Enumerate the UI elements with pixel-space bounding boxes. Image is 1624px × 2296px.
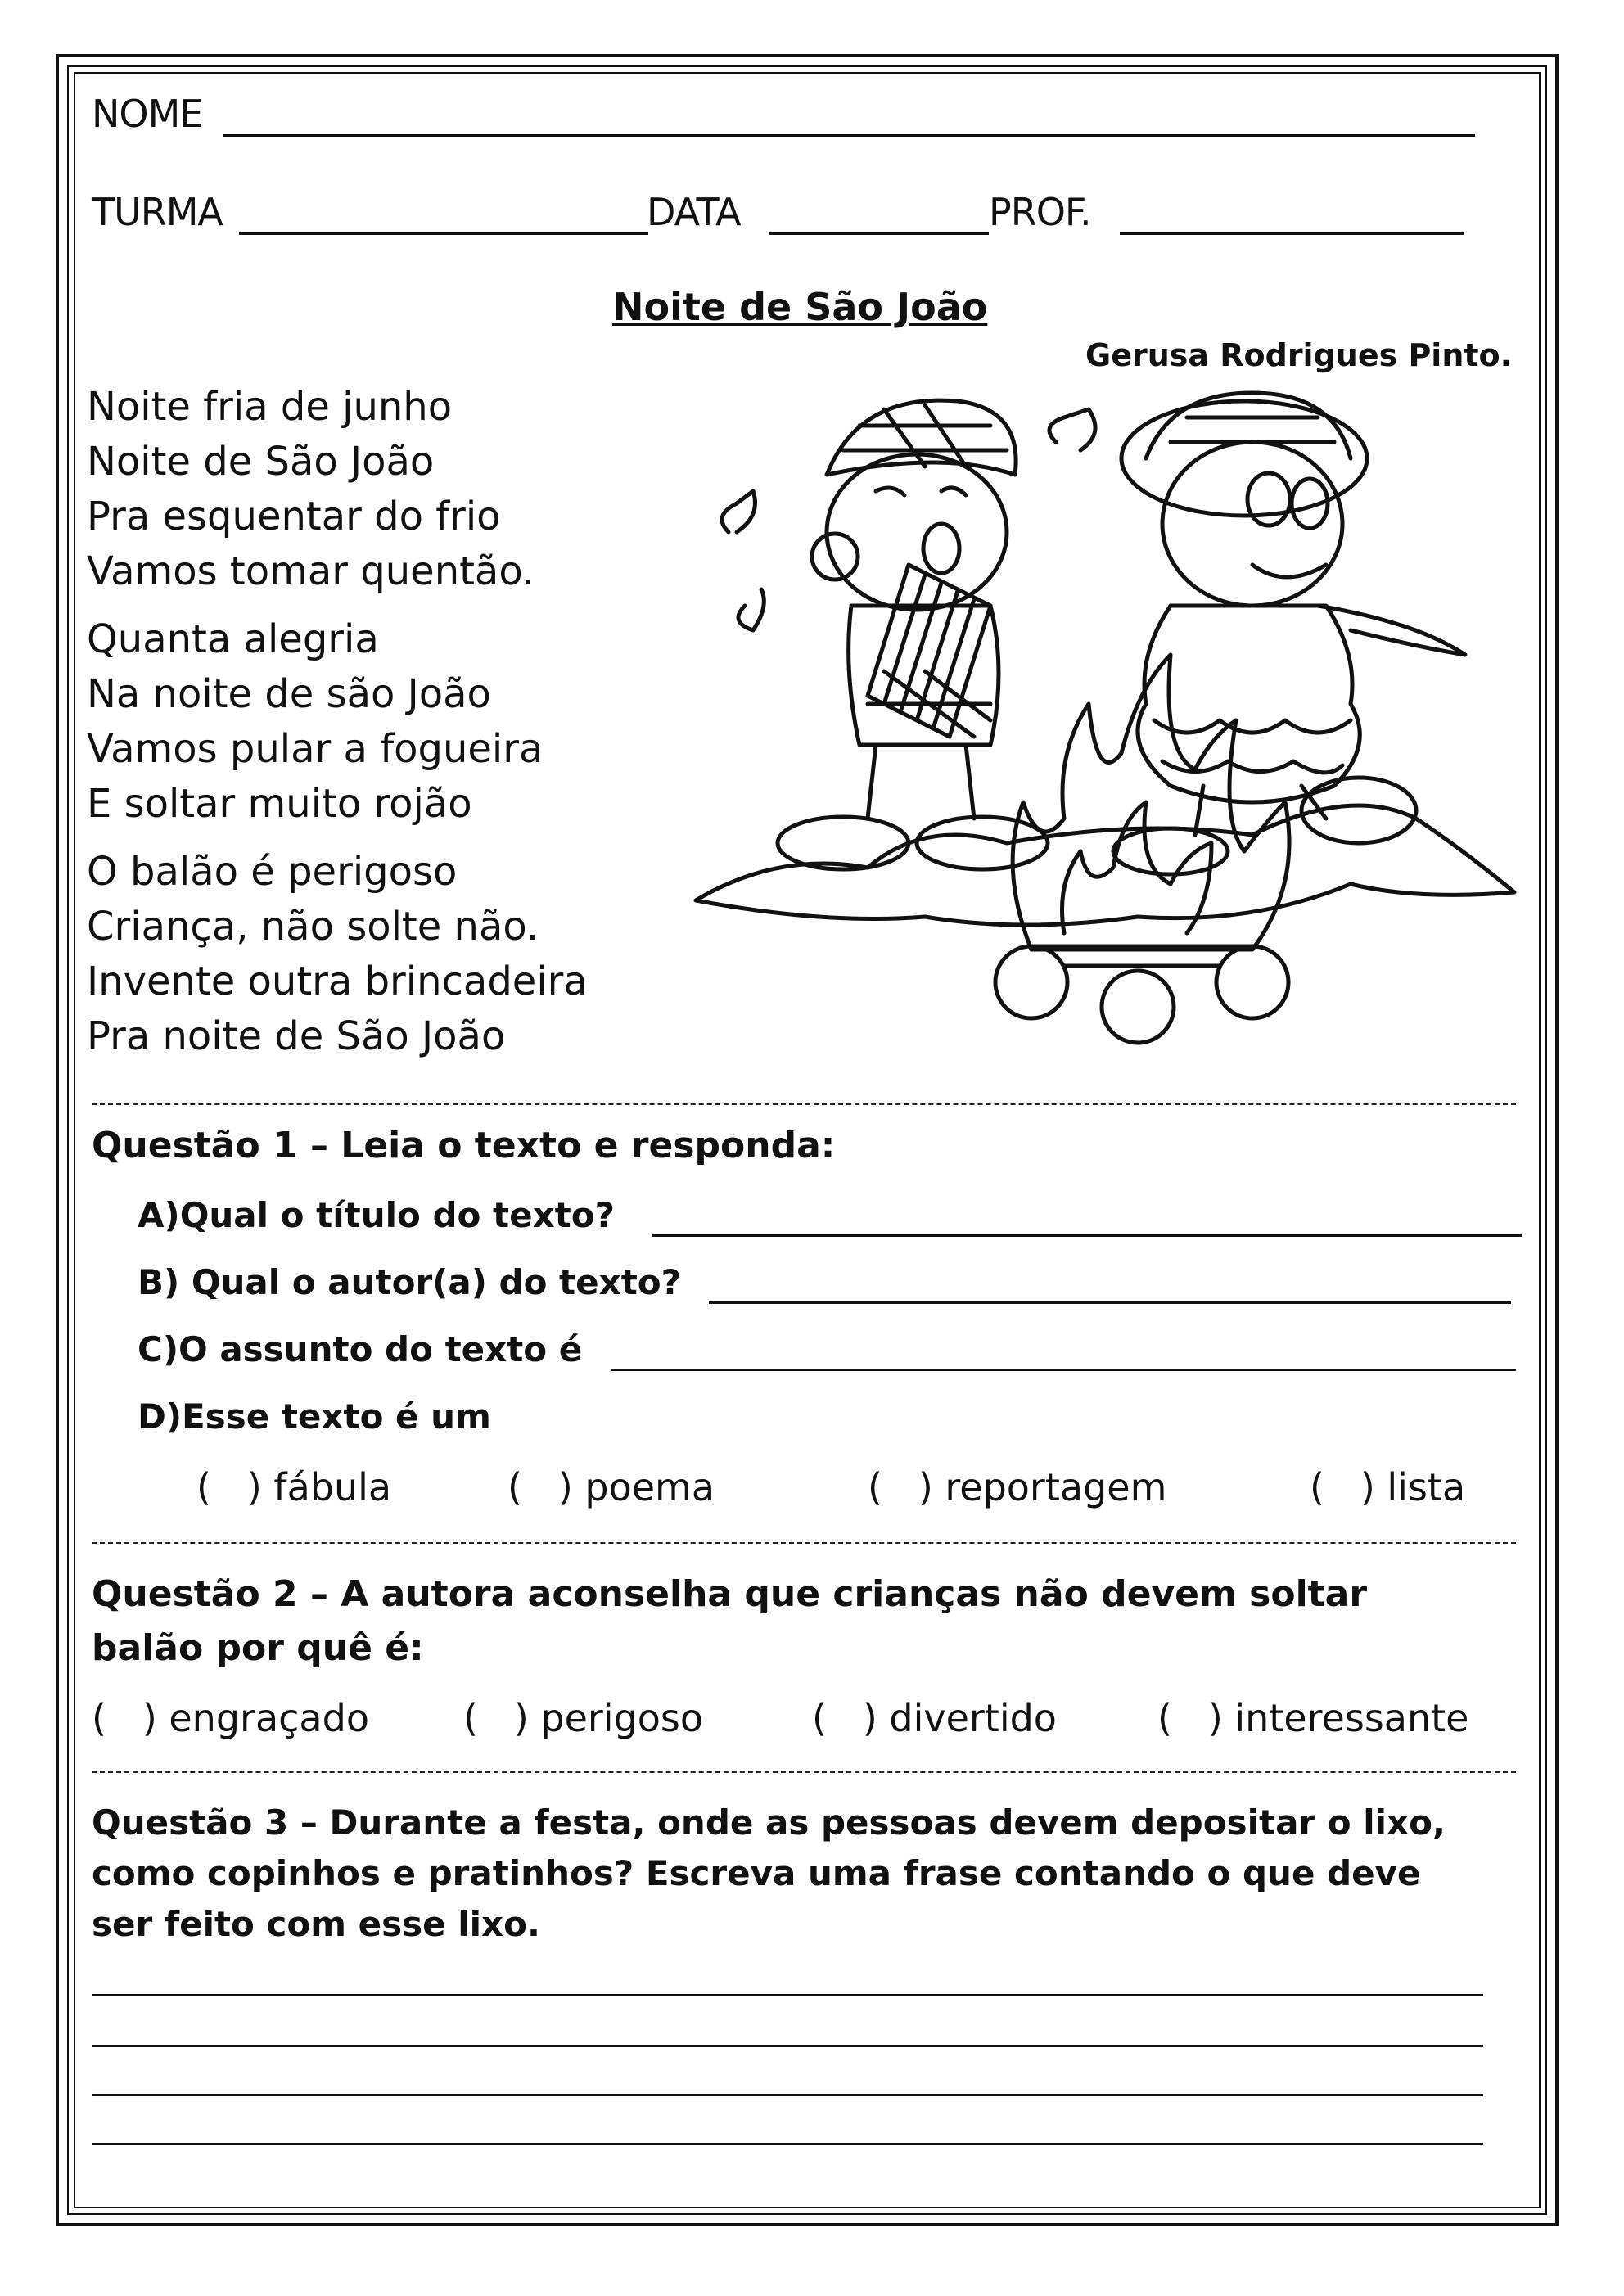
stanza-1 [87, 380, 676, 599]
option-lista[interactable]: ( ) lista [1310, 1465, 1466, 1509]
answer-line[interactable] [92, 2143, 1483, 2145]
option-engracado[interactable]: ( ) engraçado [92, 1696, 369, 1740]
poem-line: Noite de São João [87, 439, 435, 485]
question-1a-answer[interactable] [652, 1234, 1522, 1237]
poem-line: O balão é perigoso [87, 849, 458, 895]
poem-line: Vamos tomar quentão. [87, 548, 535, 594]
poem-line: Pra esquentar do frio [87, 494, 501, 539]
option-interessante[interactable]: ( ) interessante [1157, 1696, 1469, 1740]
poem-line: Na noite de são João [87, 671, 491, 717]
poem-line: Quanta alegria [87, 616, 379, 662]
poem-line: Criança, não solte não. [87, 904, 539, 950]
poem-author: Gerusa Rodrigues Pinto. [1085, 337, 1513, 373]
answer-line[interactable] [92, 1994, 1483, 1996]
answer-line[interactable] [92, 2094, 1483, 2096]
question-1d-label: D)Esse texto é um [138, 1396, 491, 1437]
question-1c-answer[interactable] [611, 1369, 1516, 1371]
turma-field[interactable] [239, 232, 648, 235]
data-label: DATA [647, 190, 741, 234]
poem-line: E soltar muito rojão [87, 781, 472, 827]
answer-line[interactable] [92, 2045, 1483, 2047]
question-1-title: Questão 1 – Leia o texto e responda: [92, 1125, 836, 1166]
separator [92, 1542, 1516, 1544]
stanza-2 [87, 612, 676, 832]
question-1b-label: B) Qual o autor(a) do texto? [138, 1262, 682, 1302]
question-3-line-2: como copinhos e pratinhos? Escreva uma frase contando o que deve [92, 1853, 1421, 1893]
separator [92, 1103, 1516, 1105]
festa-junina-illustration-icon [679, 360, 1531, 1080]
turma-label: TURMA [92, 190, 223, 234]
question-3-line-1: Questão 3 – Durante a festa, onde as pessoas devem depositar o lixo, [92, 1802, 1446, 1843]
question-1a-label: A)Qual o título do texto? [138, 1195, 615, 1235]
poem-body [87, 380, 676, 1077]
option-divertido[interactable]: ( ) divertido [812, 1696, 1057, 1740]
option-perigoso[interactable]: ( ) perigoso [463, 1696, 704, 1740]
poem-line: Noite fria de junho [87, 384, 453, 430]
question-2-line-2: balão por quê é: [92, 1627, 424, 1669]
prof-field[interactable] [1120, 232, 1464, 235]
prof-label: PROF. [989, 190, 1091, 234]
poem-line: Vamos pular a fogueira [87, 726, 544, 772]
poem-line: Pra noite de São João [87, 1013, 506, 1059]
stanza-3 [87, 845, 676, 1064]
option-fabula[interactable]: ( ) fábula [196, 1465, 392, 1509]
question-2-line-1: Questão 2 – A autora aconselha que crianças não devem soltar [92, 1573, 1368, 1615]
poem-line: Invente outra brincadeira [87, 959, 588, 1004]
option-reportagem[interactable]: ( ) reportagem [868, 1465, 1167, 1509]
option-poema[interactable]: ( ) poema [508, 1465, 715, 1509]
separator [92, 1771, 1516, 1773]
question-3-line-3: ser feito com esse lixo. [92, 1904, 540, 1944]
question-1c-label: C)O assunto do texto é [138, 1329, 583, 1369]
poem-title: Noite de São João [612, 285, 988, 329]
nome-label: NOME [92, 92, 203, 136]
question-1b-answer[interactable] [709, 1301, 1511, 1304]
nome-field[interactable] [223, 134, 1475, 137]
data-field[interactable] [769, 232, 989, 235]
